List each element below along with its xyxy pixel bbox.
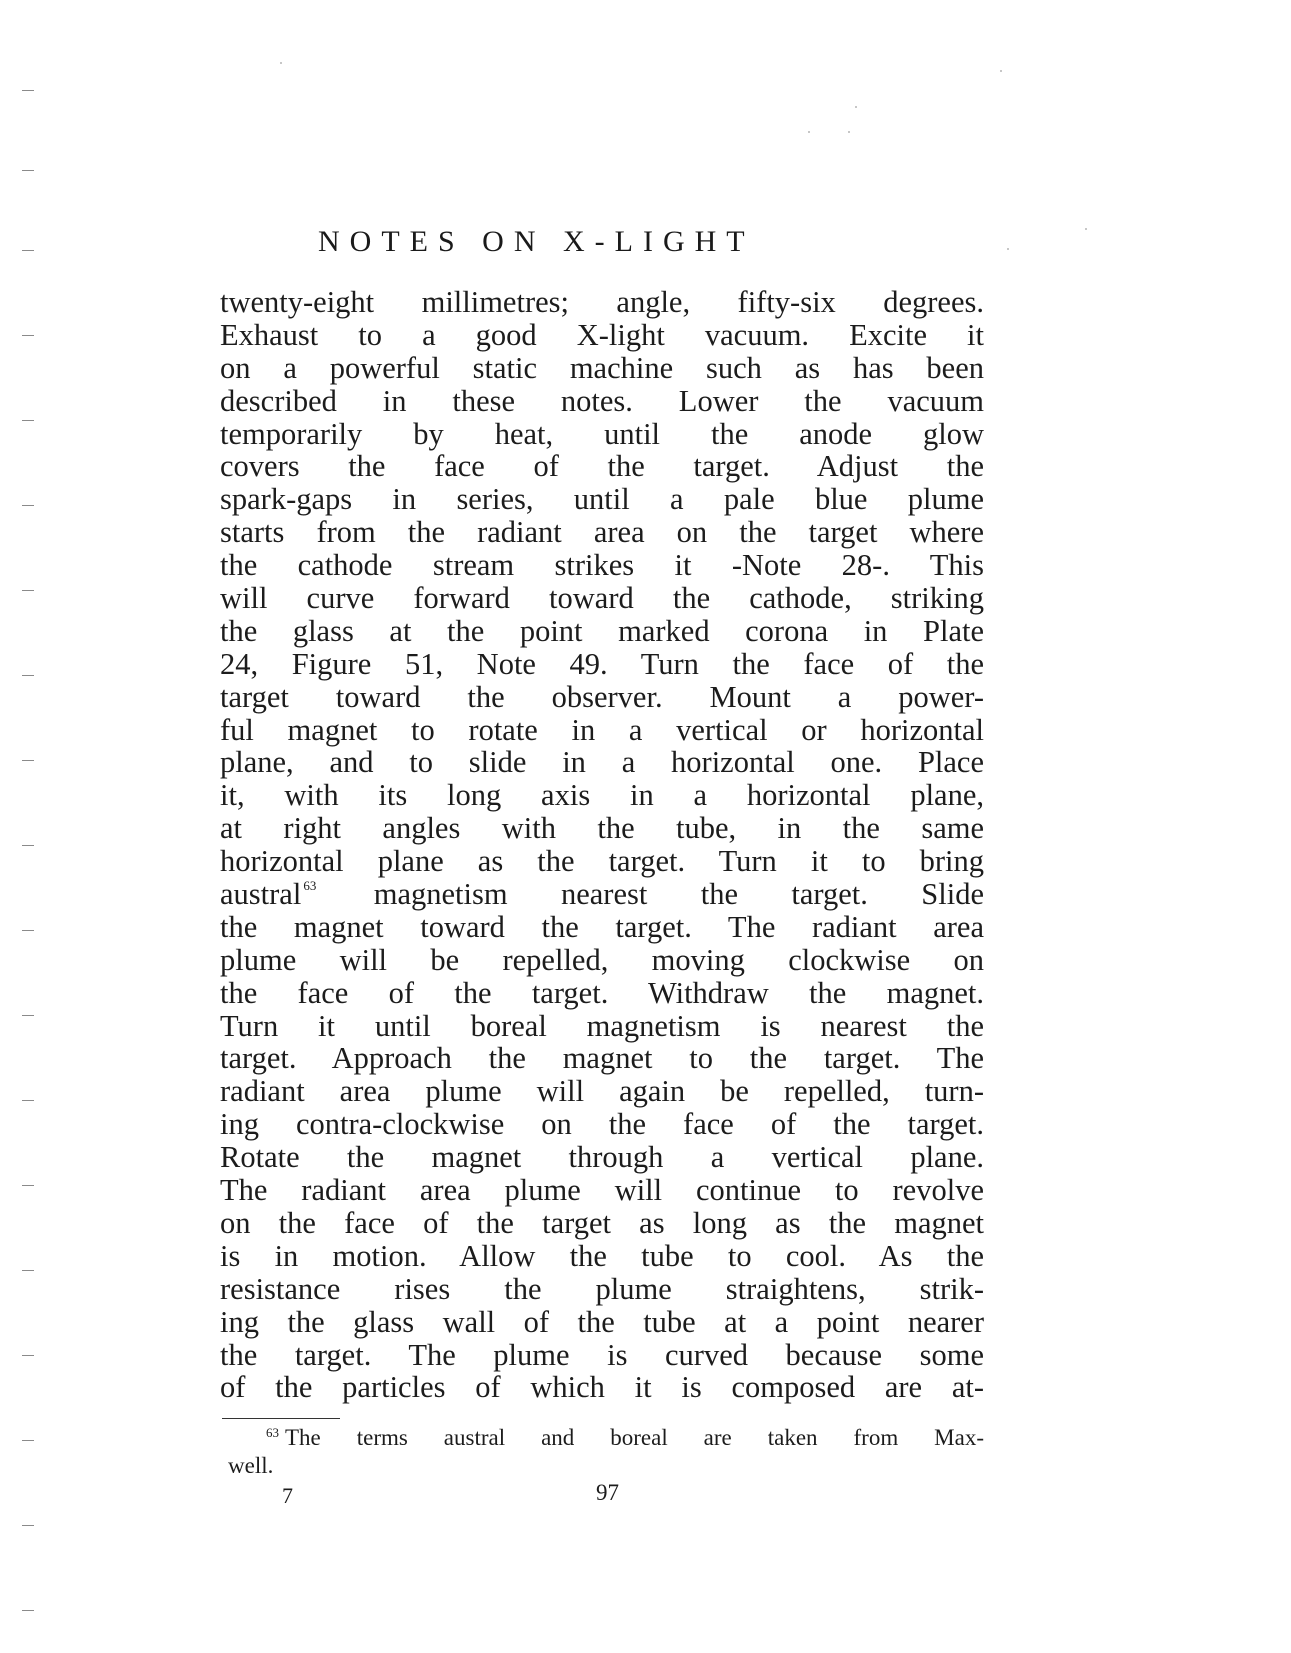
body-text	[220, 286, 984, 1404]
text-line: will curve forward toward the cathode, striking	[220, 581, 984, 616]
text-line: the glass at the point marked corona in Plate	[220, 613, 984, 648]
scan-speck	[808, 131, 810, 133]
text-line: target toward the observer. Mount a power-	[220, 679, 984, 714]
footnote-reference: 63	[303, 878, 317, 894]
text-line: the magnet toward the target. The radiant area	[220, 909, 984, 944]
text-line: covers the face of the target. Adjust the	[220, 449, 984, 484]
text-line: at right angles with the tube, in the same	[220, 811, 984, 846]
text-line: temporarily by heat, until the anode glow	[220, 416, 984, 451]
text-line: target. Approach the magnet to the target. The	[220, 1041, 984, 1076]
text-line-with-footnote-ref	[220, 878, 984, 911]
page-number: 97	[596, 1480, 619, 1505]
text-fragment: austral	[220, 877, 302, 912]
scan-speck	[1000, 70, 1002, 72]
footnote-marker: 63	[266, 1425, 279, 1440]
running-head: NOTES ON X-LIGHT	[318, 225, 755, 258]
scan-margin-marks	[22, 0, 42, 1653]
text-line: radiant area plume will again be repelled, turn-	[220, 1074, 984, 1109]
text-line: on a powerful static machine such as has been	[220, 350, 984, 385]
footnote	[228, 1424, 984, 1480]
text-line: plume will be repelled, moving clockwise on	[220, 942, 984, 977]
text-line: is in motion. Allow the tube to cool. As the	[220, 1238, 984, 1273]
text-line: starts from the radiant area on the target where	[220, 515, 984, 550]
text-line: ful magnet to rotate in a vertical or horizontal	[220, 712, 984, 747]
footnote-rule	[222, 1418, 340, 1419]
text-line: plane, and to slide in a horizontal one. Place	[220, 745, 984, 780]
text-line: the target. The plume is curved because some	[220, 1337, 984, 1372]
text-line: Rotate the magnet through a vertical plane.	[220, 1140, 984, 1175]
text-line: it, with its long axis in a horizontal plane,	[220, 778, 984, 813]
scan-speck	[855, 106, 857, 108]
text-line: twenty-eight millimetres; angle, fifty-six degrees.	[220, 285, 984, 319]
signature-mark: 7	[282, 1483, 293, 1508]
scan-speck	[848, 131, 850, 133]
text-line: spark-gaps in series, until a pale blue plume	[220, 482, 984, 517]
text-line: 24, Figure 51, Note 49. Turn the face of the	[220, 646, 984, 681]
text-line: Turn it until boreal magnetism is nearest the	[220, 1008, 984, 1043]
text-line: on the face of the target as long as the magnet	[220, 1205, 984, 1240]
scan-speck	[1085, 228, 1087, 230]
scan-speck	[1007, 248, 1009, 250]
footnote-text: The terms austral and boreal are taken from Max-	[285, 1425, 984, 1450]
text-line: resistance rises the plume straightens, strik-	[220, 1271, 984, 1306]
footnote-line	[228, 1424, 984, 1452]
text-line: The radiant area plume will continue to revolve	[220, 1173, 984, 1208]
text-fragment: magnetism nearest the target. Slide	[373, 877, 984, 912]
text-line: the cathode stream strikes it -Note 28-. This	[220, 548, 984, 583]
text-line: ing the glass wall of the tube at a point nearer	[220, 1304, 984, 1339]
text-line: described in these notes. Lower the vacuum	[220, 383, 984, 418]
text-line: Exhaust to a good X-light vacuum. Excite it	[220, 317, 984, 352]
footnote-line: well.	[228, 1453, 274, 1478]
scan-speck	[280, 62, 282, 64]
text-line: of the particles of which it is composed are at-	[220, 1370, 984, 1405]
text-line: the face of the target. Withdraw the magnet.	[220, 975, 984, 1010]
text-line: horizontal plane as the target. Turn it to bring	[220, 844, 984, 879]
text-line: ing contra-clockwise on the face of the target.	[220, 1107, 984, 1142]
